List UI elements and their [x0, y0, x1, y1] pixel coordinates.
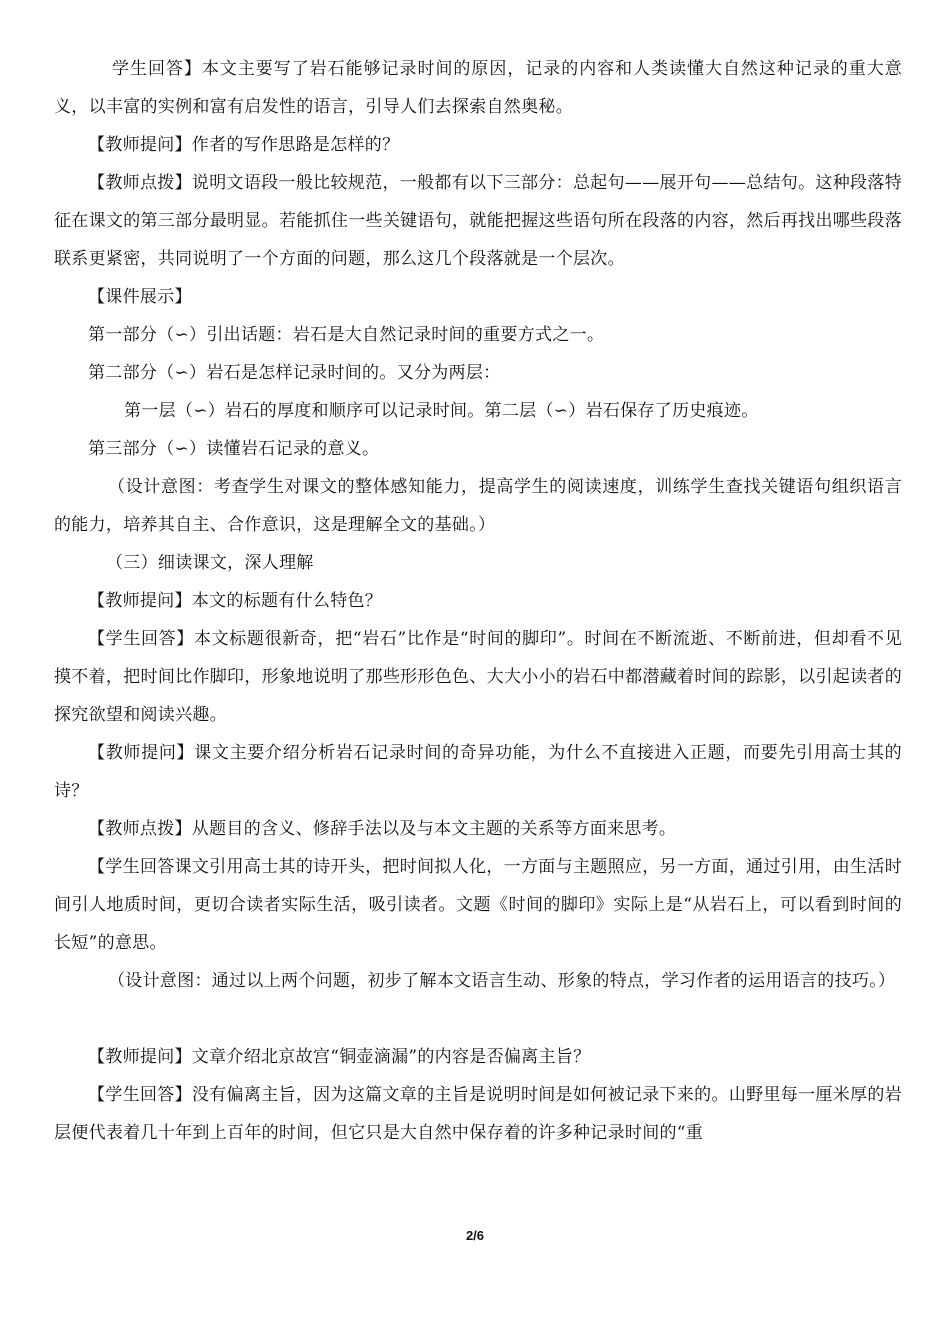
paragraph-courseware: 【课件展示】 — [88, 287, 192, 307]
paragraph-teacher-guidance: 【教师点拨】说明文语段一般比较规范，一般都有以下三部分：总起句——展开句——总结句。这种段落特征在课文的第三部分最明显。若能抓住一些关键语句，就能把握这些语句所在段落的内容，然后再找出哪些段落联系更紧密，共同说明了一个方面的问题，那么这几个段落就是一个层次。 — [54, 173, 902, 269]
paragraph-teacher-guidance-poem: 【教师点拨】从题目的含义、修辞手法以及与本文主题的关系等方面来思考。 — [88, 819, 677, 839]
paragraph-student-answer-title: 【学生回答】本文标题很新奇，把“岩石”比作是“时间的脚印”。时间在不断流逝、不断前进，但却看不见摸不着，把时间比作脚印，形象地说明了那些形形色色、大大小小的岩石中都潜藏着时间的踪影，以引起读者的探究欲望和阅读兴趣。 — [54, 629, 902, 725]
paragraph-student-answer-clock: 【学生回答】没有偏离主旨，因为这篇文章的主旨是说明时间是如何被记录下来的。山野里每一厘米厚的岩层便代表着几十年到上百年的时间，但它只是大自然中保存着的许多种记录时间的“重 — [54, 1085, 902, 1143]
paragraph-part-two-layers: 第一层（∽）岩石的厚度和顺序可以记录时间。第二层（∽）岩石保存了历史痕迹。 — [124, 401, 759, 421]
paragraph-teacher-question-poem: 【教师提问】课文主要介绍分析岩石记录时间的奇异功能，为什么不直接进入正题，而要先引用高士其的诗？ — [54, 743, 902, 801]
paragraph-design-intent-1: （设计意图：考查学生对课文的整体感知能力，提高学生的阅读速度，训练学生查找关键语句组织语言的能力，培养其自主、合作意识，这是理解全文的基础。） — [54, 477, 902, 535]
paragraph-student-answer-summary: 学生回答】本文主要写了岩石能够记录时间的原因，记录的内容和人类读懂大自然这种记录的重大意义，以丰富的实例和富有启发性的语言，引导人们去探索自然奥秘。 — [54, 59, 902, 117]
paragraph-teacher-question-clock: 【教师提问】文章介绍北京故宫“铜壶滴漏”的内容是否偏离主旨？ — [88, 1047, 591, 1067]
paragraph-part-one: 第一部分（∽）引出话题：岩石是大自然记录时间的重要方式之一。 — [88, 325, 605, 345]
paragraph-design-intent-2: （设计意图：通过以上两个问题，初步了解本文语言生动、形象的特点，学习作者的运用语言的技巧。） — [108, 971, 896, 991]
paragraph-teacher-question-title: 【教师提问】本文的标题有什么特色？ — [88, 591, 383, 611]
paragraph-part-two: 第二部分（∽）岩石是怎样记录时间的。又分为两层： — [88, 363, 501, 383]
paragraph-section-three-heading: （三）细读课文，深人理解 — [106, 553, 314, 573]
paragraph-teacher-question-idea: 【教师提问】作者的写作思路是怎样的？ — [88, 135, 400, 155]
paragraph-part-three: 第三部分（∽）读懂岩石记录的意义。 — [88, 439, 380, 459]
page-number: 2/6 — [465, 1228, 485, 1243]
paragraph-student-answer-poem: 【学生回答课文引用高士其的诗开头，把时间拟人化，一方面与主题照应，另一方面，通过引用，由生活时间引人地质时间，更切合读者实际生活，吸引读者。文题《时间的脚印》实际上是“从岩石上，可以看到时间的长短”的意思。 — [54, 857, 902, 953]
